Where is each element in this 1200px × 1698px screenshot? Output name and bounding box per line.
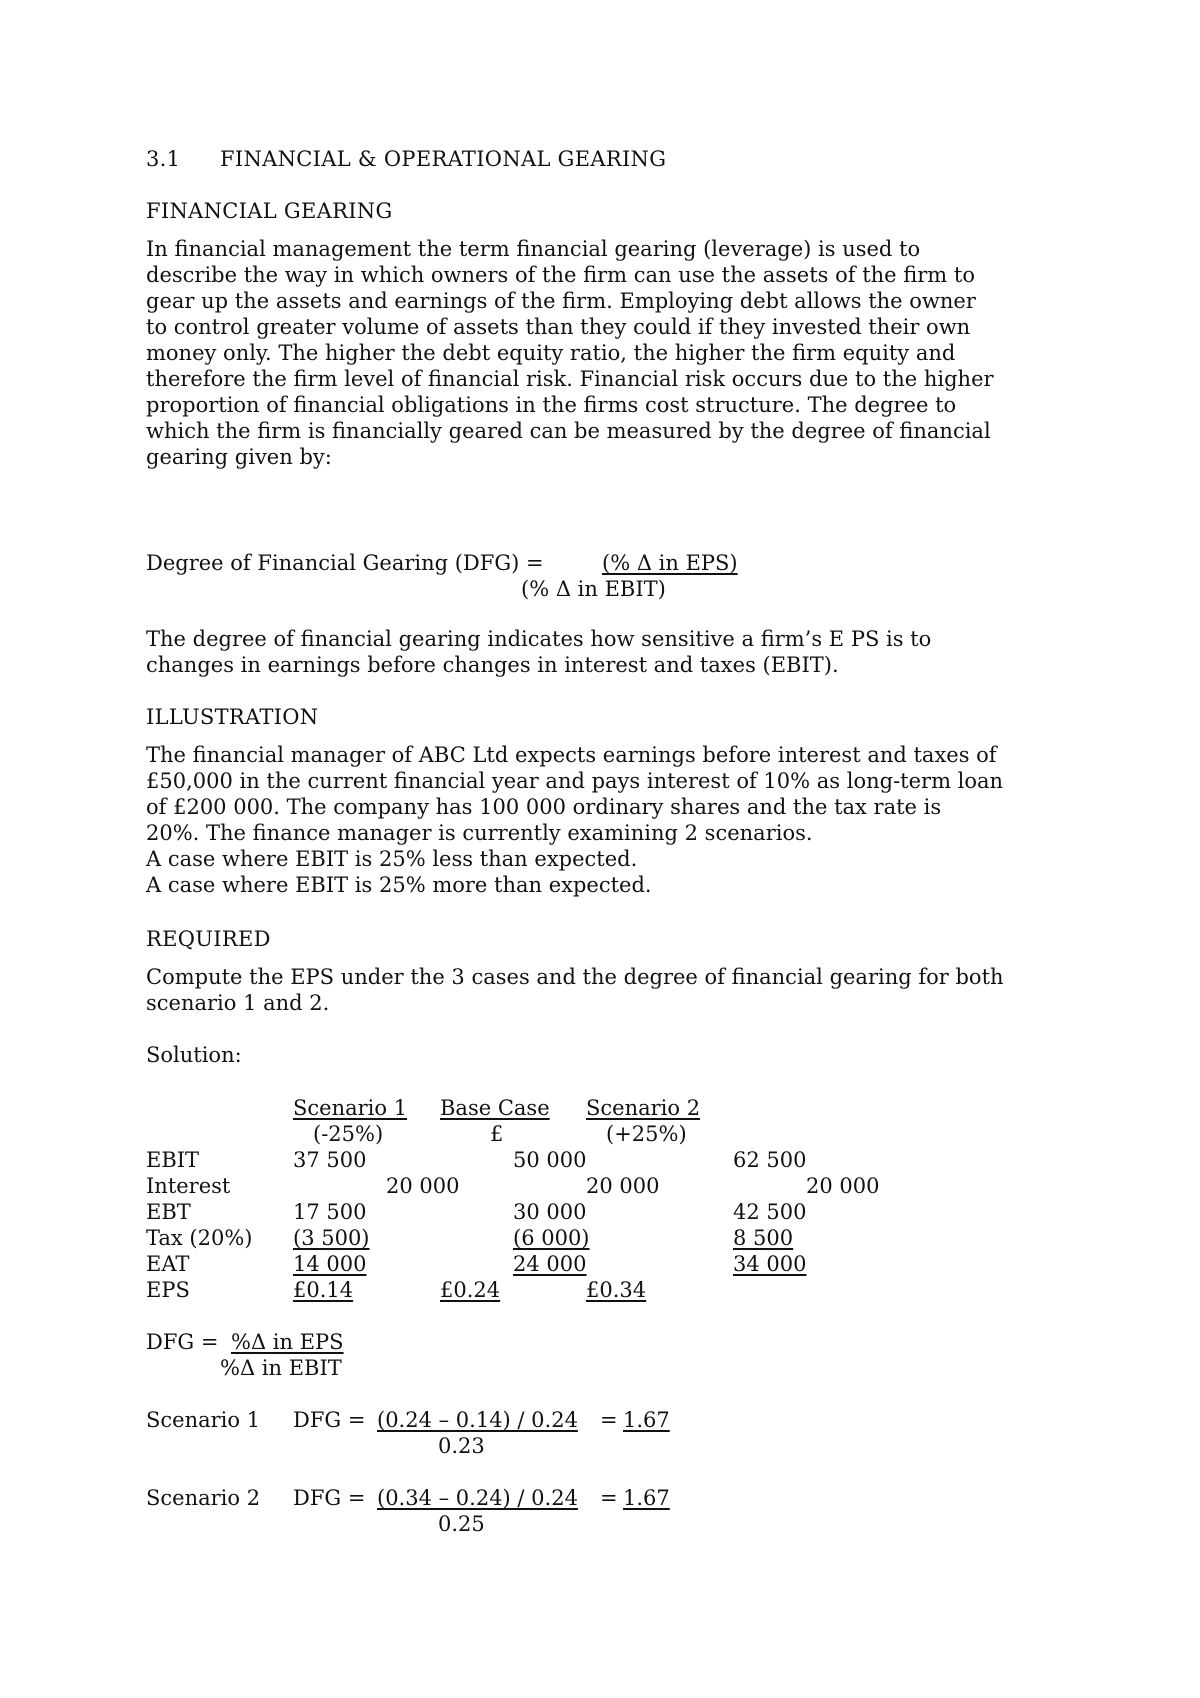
- financial-gearing-paragraph: [146, 236, 1066, 470]
- table-cell-base: 20 000: [586, 1174, 660, 1198]
- scenario-1-prefix: DFG =: [293, 1408, 366, 1432]
- table-cell-s1: 17 500: [293, 1200, 367, 1224]
- dfg-explanation: [146, 626, 1066, 678]
- table-subheader-scenario-2: (+25%): [606, 1122, 687, 1146]
- scenario-1-denominator: 0.23: [438, 1434, 485, 1458]
- table-subheader-base-case: £: [490, 1122, 504, 1146]
- table-header-scenario-2: Scenario 2: [586, 1096, 701, 1120]
- paragraph-line: £50,000 in the current financial year and pays interest of 10% as long-term loan: [146, 769, 1004, 793]
- required-heading: REQUIRED: [146, 927, 271, 951]
- section-number: 3.1: [146, 147, 181, 171]
- table-cell-s2: £0.34: [586, 1278, 647, 1302]
- paragraph-line: In financial management the term financial gearing (leverage) is used to: [146, 237, 921, 261]
- table-cell-s1: (3 500): [293, 1226, 370, 1250]
- table-row-label: Interest: [146, 1174, 231, 1198]
- scenario-2-equals: =: [600, 1486, 618, 1510]
- scenario-2-prefix: DFG =: [293, 1486, 366, 1510]
- table-cell-base: 50 000: [513, 1148, 587, 1172]
- paragraph-line: to control greater volume of assets than they could if they invested their own: [146, 315, 971, 339]
- paragraph-line: describe the way in which owners of the firm can use the assets of the firm to: [146, 263, 975, 287]
- paragraph-line: gearing given by:: [146, 445, 332, 469]
- paragraph-line: Compute the EPS under the 3 cases and the degree of financial gearing for both: [146, 965, 1004, 989]
- table-cell-s2: 42 500: [733, 1200, 807, 1224]
- paragraph-line: money only. The higher the debt equity ratio, the higher the firm equity and: [146, 341, 956, 365]
- paragraph-line: The financial manager of ABC Ltd expects earnings before interest and taxes of: [146, 743, 997, 767]
- dfg-calc-denominator: %Δ in EBIT: [220, 1356, 342, 1380]
- table-subheader-scenario-1: (-25%): [313, 1122, 384, 1146]
- table-header-base-case: Base Case: [440, 1096, 550, 1120]
- paragraph-line: scenario 1 and 2.: [146, 991, 330, 1015]
- scenario-2-result: 1.67: [623, 1486, 670, 1510]
- paragraph-line: proportion of financial obligations in the firms cost structure. The degree to: [146, 393, 957, 417]
- dfg-calc-numerator: %Δ in EPS: [231, 1330, 344, 1354]
- table-row-label: EPS: [146, 1278, 190, 1302]
- table-cell-s1: 37 500: [293, 1148, 367, 1172]
- paragraph-line: The degree of financial gearing indicates how sensitive a firm’s E PS is to: [146, 627, 932, 651]
- paragraph-line: 20%. The finance manager is currently examining 2 scenarios.: [146, 821, 813, 845]
- required-paragraph: [146, 964, 1066, 1016]
- paragraph-line: A case where EBIT is 25% less than expected.: [146, 847, 638, 871]
- scenario-2-numerator: (0.34 – 0.24) / 0.24: [377, 1486, 578, 1510]
- scenario-2-denominator: 0.25: [438, 1512, 485, 1536]
- dfg-formula-denominator: (% Δ in EBIT): [521, 577, 666, 601]
- dfg-formula-numerator: (% Δ in EPS): [602, 551, 738, 575]
- table-cell-s1: £0.14: [293, 1278, 354, 1302]
- paragraph-line: which the firm is financially geared can be measured by the degree of financial: [146, 419, 991, 443]
- financial-gearing-heading: FINANCIAL GEARING: [146, 199, 393, 223]
- paragraph-line: therefore the firm level of financial risk. Financial risk occurs due to the higher: [146, 367, 994, 391]
- scenario-1-result: 1.67: [623, 1408, 670, 1432]
- table-cell-s2: 34 000: [733, 1252, 807, 1276]
- table-row-label: EBIT: [146, 1148, 200, 1172]
- paragraph-line: of £200 000. The company has 100 000 ordinary shares and the tax rate is: [146, 795, 942, 819]
- paragraph-line: gear up the assets and earnings of the firm. Employing debt allows the owner: [146, 289, 976, 313]
- dfg-formula-label: Degree of Financial Gearing (DFG) =: [146, 551, 544, 575]
- table-header-scenario-1: Scenario 1: [293, 1096, 408, 1120]
- paragraph-line: A case where EBIT is 25% more than expected.: [146, 873, 652, 897]
- table-row-label: Tax (20%): [146, 1226, 253, 1250]
- section-title: FINANCIAL & OPERATIONAL GEARING: [220, 147, 667, 171]
- table-cell-base: 24 000: [513, 1252, 587, 1276]
- scenario-1-equals: =: [600, 1408, 618, 1432]
- illustration-heading: ILLUSTRATION: [146, 705, 319, 729]
- paragraph-line: changes in earnings before changes in interest and taxes (EBIT).: [146, 653, 839, 677]
- scenario-1-label: Scenario 1: [146, 1408, 261, 1432]
- dfg-calc-prefix: DFG =: [146, 1330, 219, 1354]
- table-cell-base: (6 000): [513, 1226, 590, 1250]
- illustration-paragraph: [146, 742, 1066, 898]
- table-cell-s2: 62 500: [733, 1148, 807, 1172]
- table-row-label: EBT: [146, 1200, 191, 1224]
- scenario-1-numerator: (0.24 – 0.14) / 0.24: [377, 1408, 578, 1432]
- table-row-label: EAT: [146, 1252, 190, 1276]
- table-cell-base: £0.24: [440, 1278, 501, 1302]
- table-cell-s2: 20 000: [806, 1174, 880, 1198]
- table-cell-s1: 14 000: [293, 1252, 367, 1276]
- table-cell-s1: 20 000: [386, 1174, 460, 1198]
- scenario-2-label: Scenario 2: [146, 1486, 261, 1510]
- table-cell-base: 30 000: [513, 1200, 587, 1224]
- solution-label: Solution:: [146, 1043, 242, 1067]
- table-cell-s2: 8 500: [733, 1226, 794, 1250]
